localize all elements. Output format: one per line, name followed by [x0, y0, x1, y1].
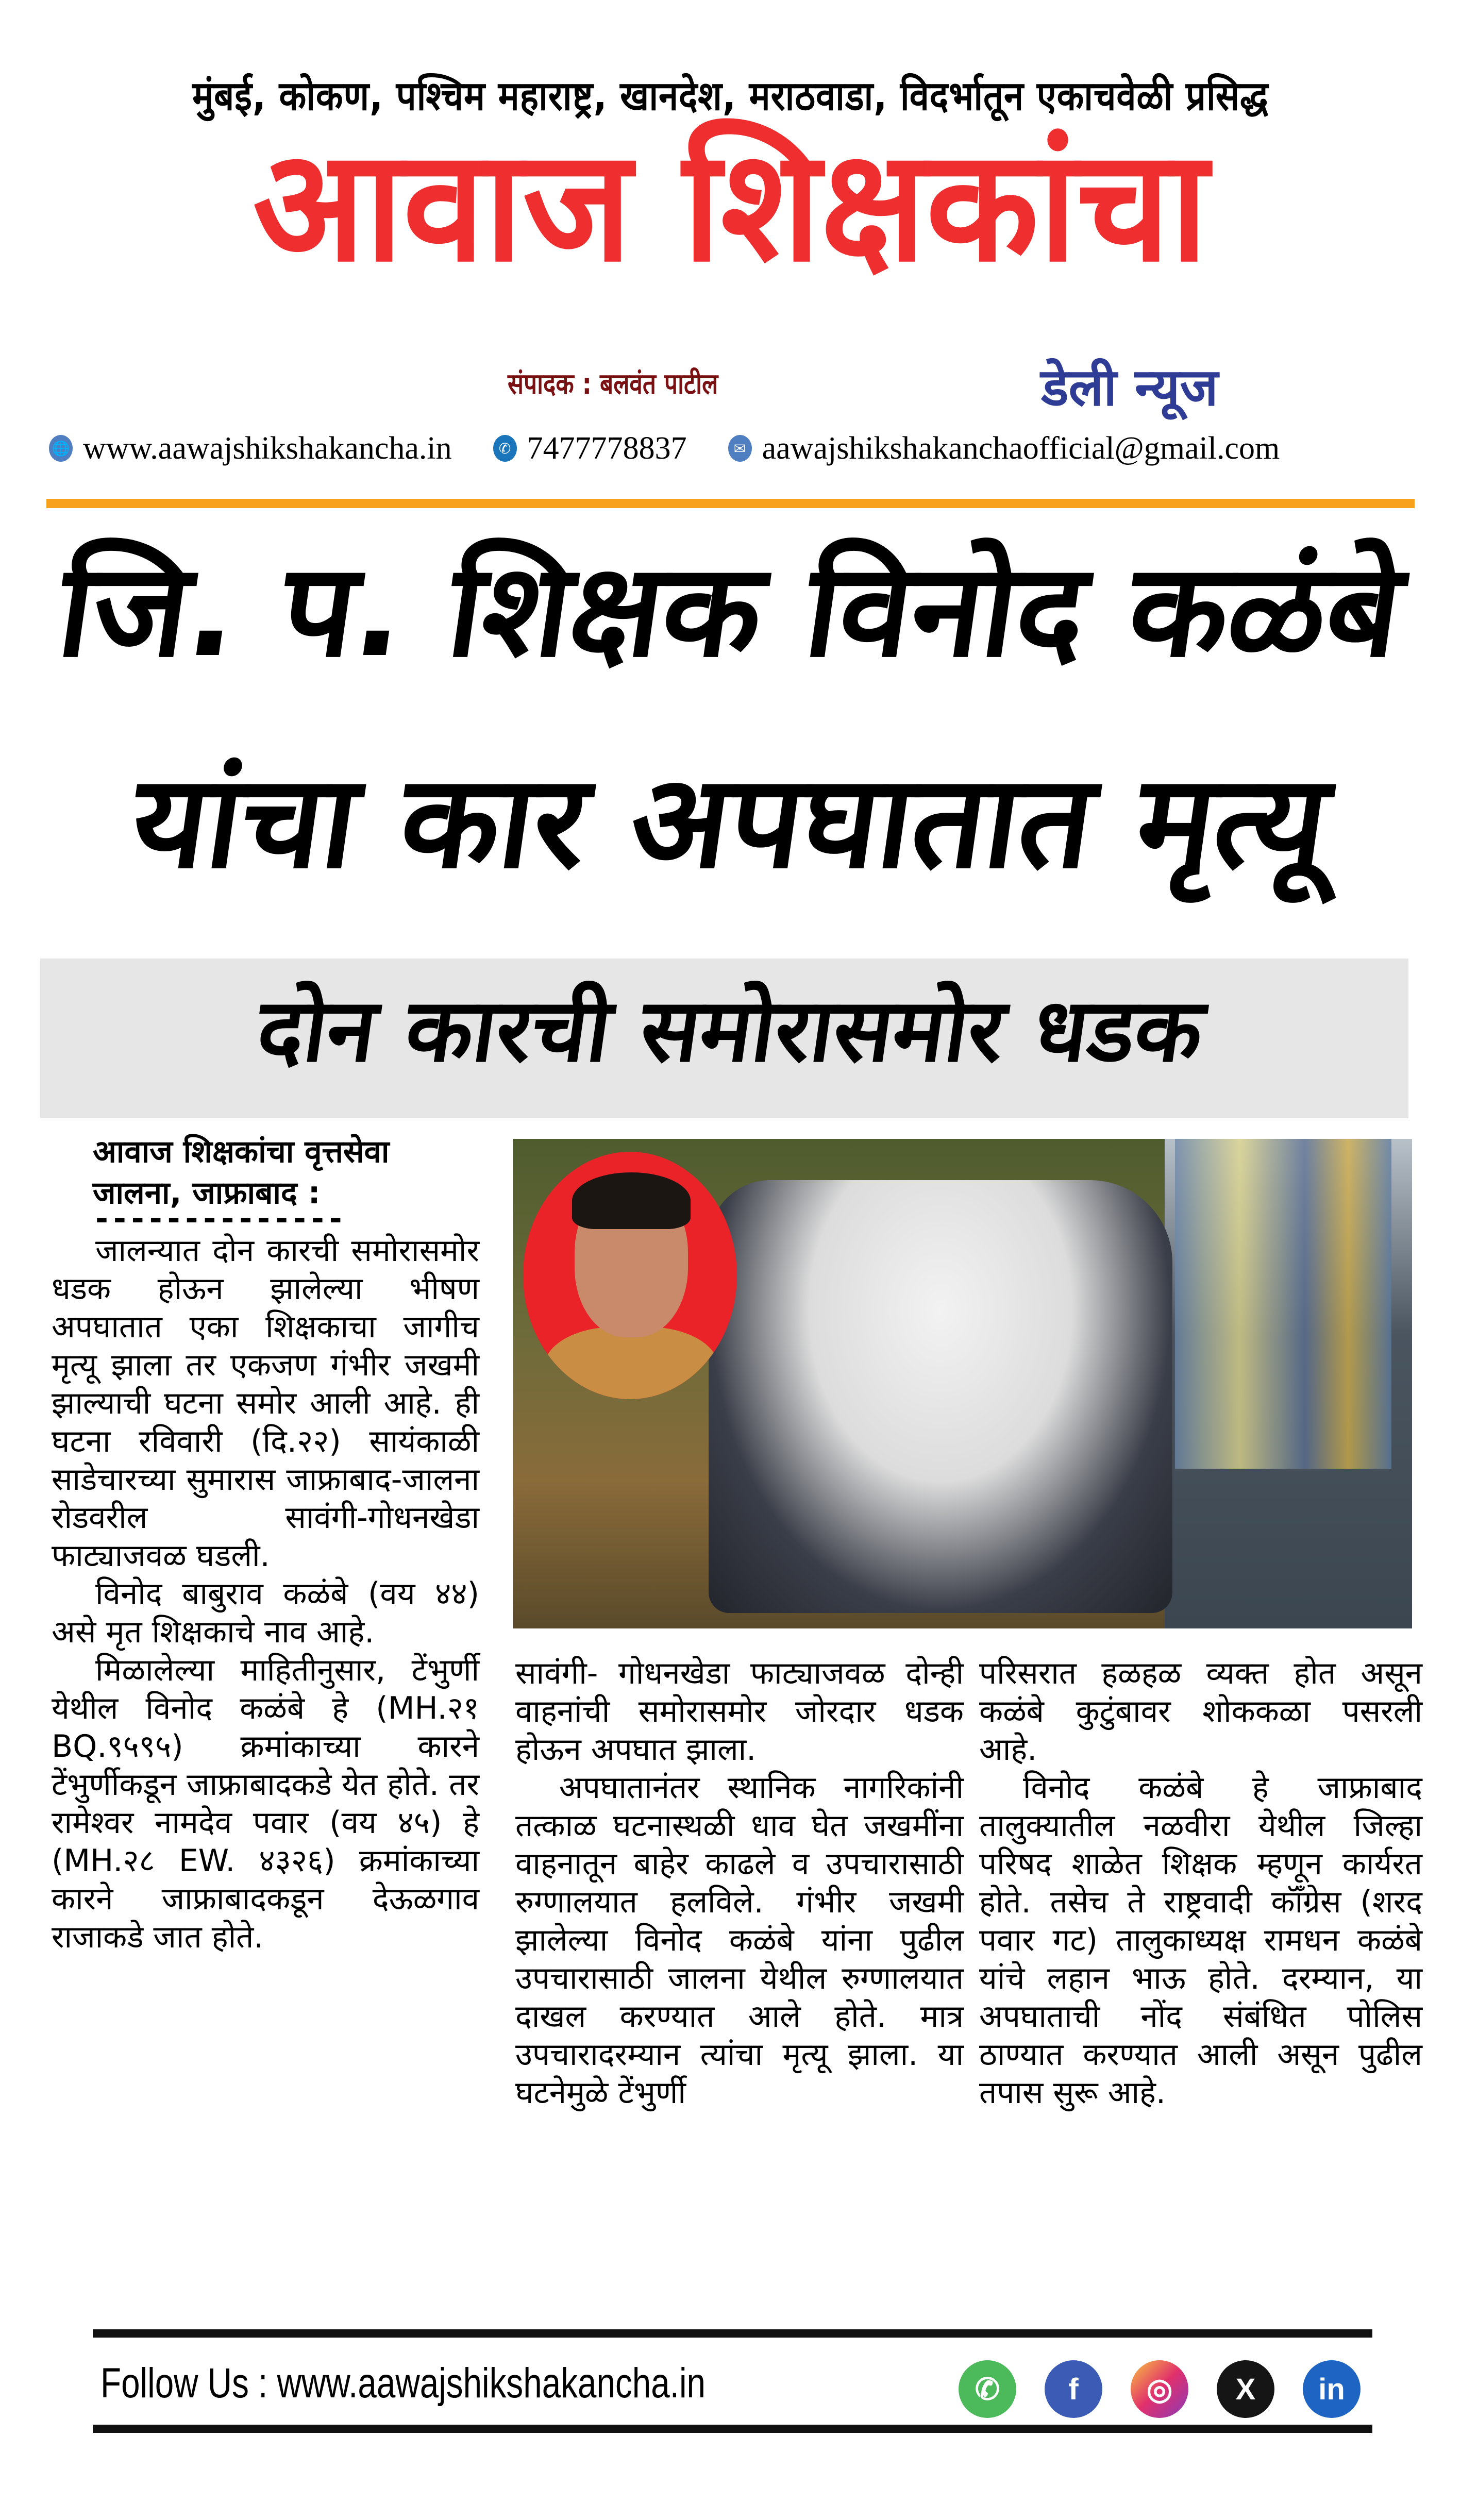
byline-agency: आवाज शिक्षकांचा वृत्तसेवा — [93, 1134, 390, 1170]
article-column-3 — [979, 1654, 1422, 2112]
instagram-icon[interactable]: ◎ — [1131, 2360, 1188, 2418]
phone-icon: ✆ — [493, 435, 517, 462]
paragraph: अपघातानंतर स्थानिक नागरिकांनी तत्काळ घटनास्थळी धाव घेत जखमींना वाहनातून बाहेर काढले व उपचारासाठी रुग्णालयात हलविले. गंभीर जखमी झालेल्या विनोद कळंबे यांना पुढील उपचारासाठी जालना येथील रुग्णालयात दाखल करण्यात आले होते. मात्र उपचारादरम्यान त्यांचा मृत्यू झाला. या घटनेमुळे टेंभुर्णी — [515, 1770, 964, 2111]
contact-phone[interactable] — [493, 430, 687, 467]
teacher-portrait — [523, 1152, 737, 1399]
contact-email[interactable] — [728, 430, 1280, 467]
contact-website[interactable] — [49, 430, 452, 467]
masthead-title: आवाज शिक्षकांचा — [253, 116, 1208, 296]
phone-text: 7477778837 — [527, 430, 687, 466]
globe-icon: 🌐 — [49, 435, 73, 462]
website-text: www.aawajshikshakancha.in — [83, 430, 452, 466]
linkedin-icon[interactable]: in — [1303, 2360, 1361, 2418]
editor-credit: संपादक : बलवंत पाटील — [508, 367, 718, 401]
article-column-1 — [52, 1232, 479, 1956]
headline-line-2: यांचा कार अपघातात मृत्यू — [123, 747, 1338, 897]
social-icons — [959, 2360, 1389, 2418]
paragraph: मिळालेल्या माहितीनुसार, टेंभुर्णी येथील विनोद कळंबे हे (MH.२१ BQ.९५९५) क्रमांकाच्या कारने टेंभुर्णीकडून जाफ्राबादकडे येत होते. तर रामेश्वर नामदेव पवार (वय ४५) हे (MH.२८ EW. ४३२६) क्रमांकाच्या कारने जाफ्राबादकडून देऊळगाव राजाकडे जात होते. — [52, 1652, 479, 1955]
follow-us-link[interactable]: Follow Us : www.aawajshikshakancha.in — [100, 2360, 706, 2407]
x-icon[interactable]: X — [1217, 2360, 1274, 2418]
crashed-car — [709, 1180, 1172, 1613]
paragraph: विनोद कळंबे हे जाफ्राबाद तालुक्यातील नळवीरा येथील जिल्हा परिषद शाळेत शिक्षक म्हणून कार्यरत होते. तसेच ते राष्ट्रवादी कॉँग्रेस (शरद पवार गट) तालुकाध्यक्ष रामधन कळंबे यांचे लहान भाऊ होते. दरम्यान, या अपघाताची नोंद संबंधित पोलिस ठाण्यात करण्यात आली असून पुढील तपास सुरू आहे. — [979, 1770, 1422, 2111]
facebook-icon[interactable]: f — [1045, 2360, 1102, 2418]
headline-line-1: जि. प. शिक्षक विनोद कळंबे — [49, 535, 1412, 685]
paragraph: विनोद बाबुराव कळंबे (वय ४४) असे मृत शिक्षकाचे नाव आहे. — [52, 1576, 479, 1650]
tagline: मुंबई, कोकण, पश्चिम महाराष्ट्र, खानदेश, मराठवाडा, विदर्भातून एकाचवेळी प्रसिद्ध — [192, 73, 1269, 120]
contact-row — [49, 428, 1321, 469]
footer-rule-top — [93, 2329, 1372, 2338]
footer-rule-bottom — [93, 2425, 1372, 2433]
daily-news-label: डेली न्यूज — [1041, 357, 1218, 417]
email-icon: ✉ — [728, 435, 752, 462]
paragraph: सावंगी- गोधनखेडा फाट्याजवळ दोन्ही वाहनांची समोरासमोर जोरदार धडक होऊन अपघात झाला. — [515, 1655, 964, 1768]
byline-location: जालना, जाफ्राबाद : — [93, 1175, 321, 1211]
divider-rule — [46, 499, 1415, 508]
whatsapp-icon[interactable]: ✆ — [959, 2360, 1016, 2418]
paragraph: परिसरात हळहळ व्यक्त होत असून कळंबे कुटुंबावर शोककळा पसरली आहे. — [979, 1655, 1422, 1768]
paragraph: जालन्यात दोन कारची समोरासमोर धडक होऊन झालेल्या भीषण अपघातात एका शिक्षकाचा जागीच मृत्यू झाला तर एकजण गंभीर जखमी झाल्याची घटना समोर आली आहे. ही घटना रविवारी (दि.२२) सायंकाळी साडेचारच्या सुमारास जाफ्राबाद-जालना रोडवरील सावंगी-गोधनखेडा फाट्याजवळ घडली. — [52, 1233, 479, 1574]
article-column-2 — [515, 1654, 964, 2112]
email-text: aawajshikshakanchaofficial@gmail.com — [762, 430, 1280, 466]
subheadline: दोन कारची समोरासमोर धडक — [251, 980, 1210, 1082]
byline-dashes: -------------- — [95, 1201, 347, 1237]
